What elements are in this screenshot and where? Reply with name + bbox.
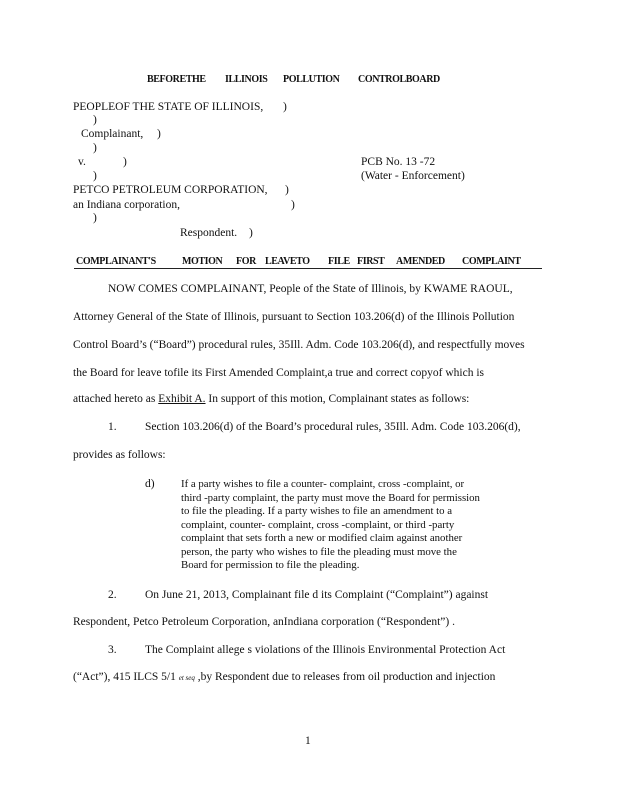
body-line: Attorney General of the State of Illinois, pursuant to Section 103.206(d) of the Illinois Pollution [73, 311, 515, 323]
court-heading [0, 74, 618, 88]
body-line: Respondent, Petco Petroleum Corporation, anIndiana corporation (“Respondent”) . [73, 616, 455, 628]
body-text: (“Act”), 415 ILCS 5/1 [73, 671, 176, 683]
item-number: 3. [108, 644, 117, 656]
body-line: Section 103.206(d) of the Board’s procedural rules, 35Ill. Adm. Code 103.206(d), [145, 421, 521, 433]
et-seq: et seq [178, 674, 195, 682]
title-underline-rule [74, 268, 542, 269]
body-line: provides as follows: [73, 449, 166, 461]
caption-paren: ) [157, 128, 161, 140]
quote-line: person, the party who wishes to file the pleading must move the [181, 545, 457, 558]
block-quote [181, 478, 480, 573]
caption-paren: ) [93, 114, 97, 126]
motion-title-word: COMPLAINANT'S [76, 256, 156, 267]
caption-paren: ) [249, 227, 253, 239]
quote-label: d) [145, 478, 155, 490]
exhibit-reference: Exhibit A. [158, 393, 206, 405]
quote-line: Board for permission to file the pleading. [181, 559, 360, 571]
court-word: ILLINOIS [225, 74, 268, 85]
motion-title-word: MOTION [182, 256, 223, 267]
body-line: the Board for leave tofile its First Amended Complaint,a true and correct copyof which is [73, 367, 485, 379]
body-line [73, 671, 495, 683]
page-number: 1 [305, 735, 311, 747]
body-line [73, 393, 469, 405]
quote-line: third -party complaint, the party must move the Board for permission [181, 491, 480, 504]
item-number: 1. [108, 421, 117, 433]
court-word: CONTROLBOARD [358, 74, 440, 85]
item-number: 2. [108, 589, 117, 601]
case-number: PCB No. 13 -72 [361, 156, 436, 168]
body-line: NOW COMES COMPLAINANT, People of the State of Illinois, by KWAME RAOUL, [108, 283, 513, 295]
motion-title-word: FOR [236, 256, 256, 267]
caption-complainant: Complainant, [81, 128, 144, 140]
caption-versus: v. [78, 156, 86, 168]
quote-line: If a party wishes to file a counter- complaint, cross -complaint, or [181, 478, 465, 490]
quote-line: complaint, counter- complaint, cross -complaint, or third -party [181, 518, 455, 531]
motion-title-word: FIRST [357, 256, 385, 267]
caption-corporation: an Indiana corporation, [73, 199, 180, 211]
motion-title-word: LEAVETO [265, 256, 310, 267]
body-text: attached hereto as [73, 393, 156, 405]
court-word: BEFORETHE [147, 74, 206, 85]
quote-line: to file the pleading. If a party wishes to file an amendment to a [181, 505, 453, 517]
caption-paren: ) [123, 156, 127, 168]
caption-party-people: PEOPLEOF THE STATE OF ILLINOIS, [73, 101, 264, 113]
body-line: On June 21, 2013, Complainant file d its Complaint (“Complaint”) against [145, 589, 489, 601]
caption-paren: ) [291, 199, 295, 211]
body-text: ,by Respondent due to releases from oil production and injection [197, 671, 496, 683]
motion-title-word: FILE [328, 256, 350, 267]
caption-paren: ) [93, 170, 97, 182]
caption-paren: ) [283, 101, 287, 113]
case-type: (Water - Enforcement) [361, 170, 465, 182]
body-text: In support of this motion, Complainant states as follows: [208, 393, 470, 405]
quote-line: complaint that sets forth a new or modified claim against another [181, 532, 463, 544]
caption-paren: ) [93, 142, 97, 154]
body-line: The Complaint allege s violations of the Illinois Environmental Protection Act [145, 644, 506, 656]
motion-title-word: AMENDED [396, 256, 445, 267]
caption-paren: ) [285, 184, 289, 196]
body-line: Control Board’s (“Board”) procedural rules, 35Ill. Adm. Code 103.206(d), and respectfully moves [73, 339, 525, 351]
caption-party-petco: PETCO PETROLEUM CORPORATION, [73, 184, 268, 196]
motion-title-word: COMPLAINT [462, 256, 521, 267]
caption-respondent: Respondent. [180, 227, 238, 239]
caption-paren: ) [93, 212, 97, 224]
court-word: POLLUTION [283, 74, 340, 85]
